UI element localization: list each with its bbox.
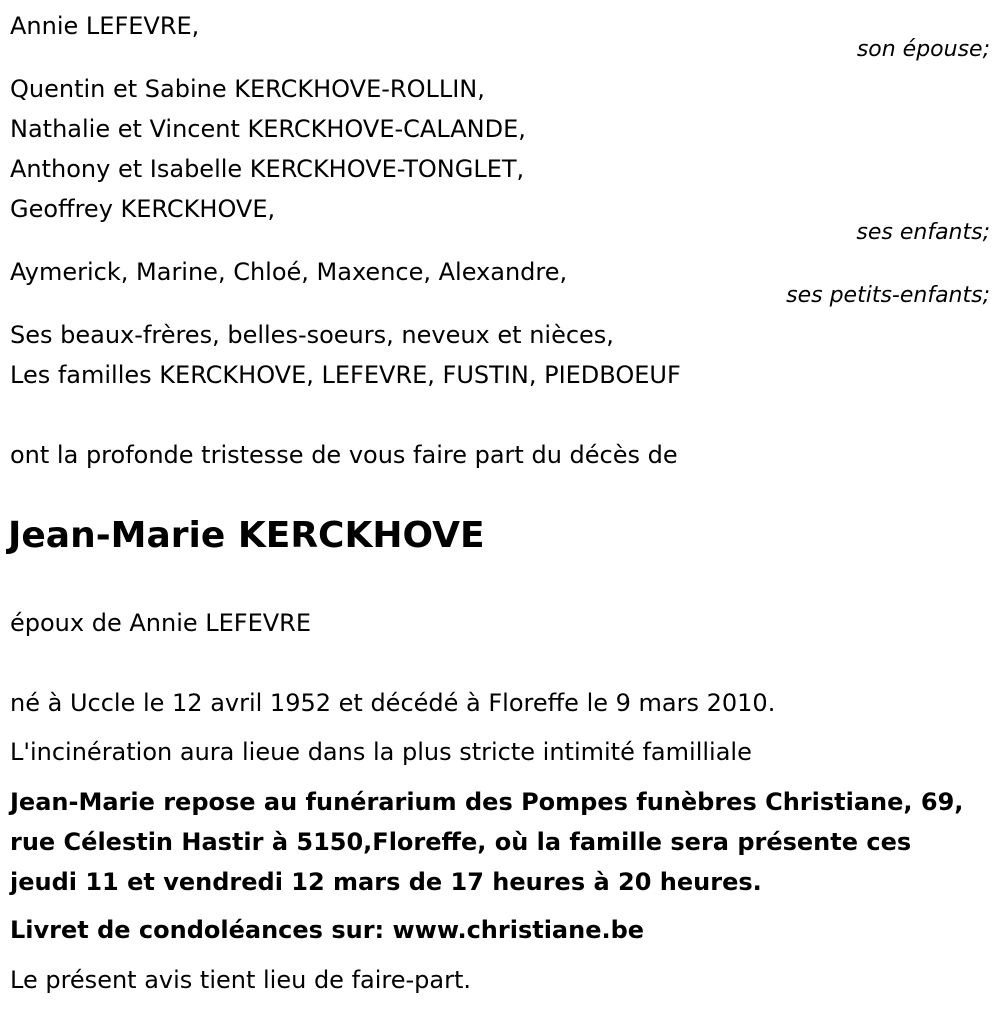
deceased-name: Jean-Marie KERCKHOVE (8, 515, 485, 556)
intro-text: ont la profonde tristesse de vous faire part du décès de (10, 441, 678, 469)
repose-line: Jean-Marie repose au funérarium des Pompes funèbres Christiane, 69, (10, 788, 964, 816)
spouse-of-text: époux de Annie LEFEVRE (10, 609, 312, 637)
spouse-role: son épouse; (856, 37, 990, 62)
grandchildren-role: ses petits-enfants; (786, 283, 990, 308)
child-line: Anthony et Isabelle KERCKHOVE-TONGLET, (10, 155, 525, 183)
child-line: Geoffrey KERCKHOVE, (10, 195, 276, 223)
spouse-name: Annie LEFEVRE, (10, 12, 200, 40)
repose-line: jeudi 11 et vendredi 12 mars de 17 heures à 20 heures. (10, 868, 762, 896)
grandchildren-line: Aymerick, Marine, Chloé, Maxence, Alexandre, (10, 258, 568, 286)
birth-death-text: né à Uccle le 12 avril 1952 et décédé à Floreffe le 9 mars 2010. (10, 689, 776, 717)
children-role: ses enfants; (856, 220, 990, 245)
cremation-text: L'incinération aura lieue dans la plus stricte intimité familliale (10, 738, 752, 766)
relatives-line: Ses beaux-frères, belles-soeurs, neveux et nièces, (10, 321, 614, 349)
child-line: Quentin et Sabine KERCKHOVE-ROLLIN, (10, 75, 485, 103)
child-line: Nathalie et Vincent KERCKHOVE-CALANDE, (10, 115, 526, 143)
repose-line: rue Célestin Hastir à 5150,Floreffe, où la famille sera présente ces (10, 828, 912, 856)
condolences-text: Livret de condoléances sur: www.christiane.be (10, 916, 645, 944)
relatives-line: Les familles KERCKHOVE, LEFEVRE, FUSTIN, PIEDBOEUF (10, 361, 681, 389)
closing-text: Le présent avis tient lieu de faire-part. (10, 966, 472, 994)
